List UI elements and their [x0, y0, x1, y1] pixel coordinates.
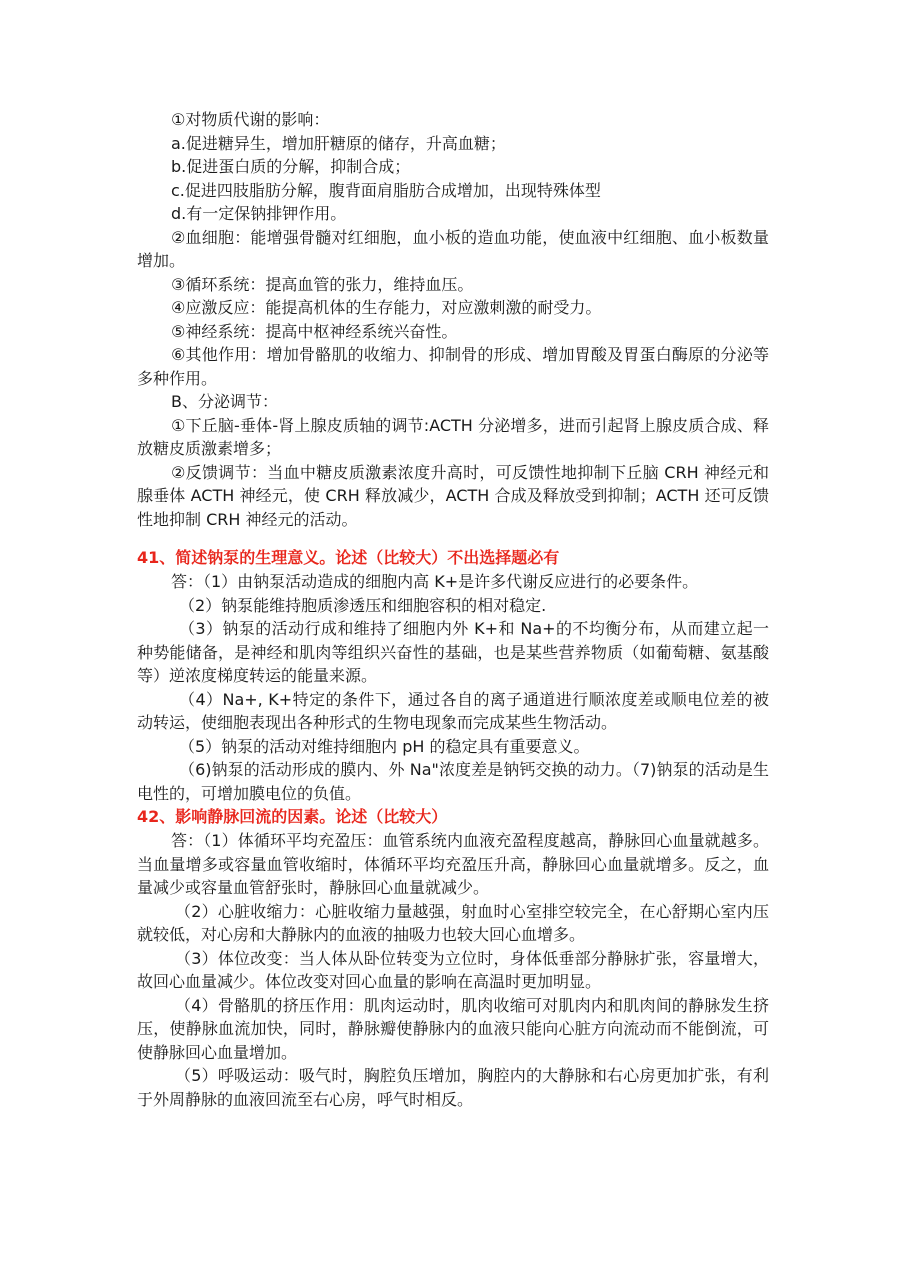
- other-effect: ⑥其他作用：增加骨骼肌的收缩力、抑制骨的形成、增加胃酸及胃蛋白酶原的分泌等多种作用。: [137, 345, 769, 388]
- question-41-heading: 41、简述钠泵的生理意义。论述（比较大）不出选择题必有: [137, 548, 560, 567]
- metabolism-item-d: d.有一定保钠排钾作用。: [171, 204, 347, 223]
- q41-answer-4: （4）Na+, K+特定的条件下，通过各自的离子通道进行顺浓度差或顺电位差的被动转运，使细胞表现出各种形式的生物电现象而完成某些生物活动。: [137, 689, 769, 732]
- stress-effect: ④应激反应：能提高机体的生存能力，对应激刺激的耐受力。: [171, 298, 602, 317]
- q42-answer-4: （4）骨骼肌的挤压作用：肌肉运动时，肌肉收缩可对肌肉内和肌肉间的静脉发生挤压，使静脉血流加快，同时，静脉瓣使静脉内的血液只能向心脏方向流动而不能倒流，可使静脉回心血量增加。: [137, 995, 769, 1062]
- metabolism-effect-title: ①对物质代谢的影响：: [171, 110, 330, 129]
- metabolism-item-c: c.促进四肢脂肪分解，腹背面肩脂肪合成增加，出现特殊体型: [171, 180, 601, 200]
- metabolism-item-b: b.促进蛋白质的分解，抑制合成；: [171, 157, 411, 176]
- hpa-axis-regulation: ①下丘脑-垂体-肾上腺皮质轴的调节:ACTH 分泌增多，进而引起肾上腺皮质合成、释放糖皮质激素增多；: [137, 415, 769, 458]
- blood-cell-effect: ②血细胞：能增强骨髓对红细胞，血小板的造血功能，使血液中红细胞、血小板数量增加。: [137, 227, 769, 270]
- document-page: [137, 108, 769, 1111]
- q41-answer-6: （6)钠泵的活动形成的膜内、外 Na"浓度差是钠钙交换的动力。（7)钠泵的活动是生电性的，可增加膜电位的负值。: [137, 760, 769, 803]
- nervous-effect: ⑤神经系统：提高中枢神经系统兴奋性。: [171, 321, 458, 341]
- feedback-regulation: ②反馈调节：当血中糖皮质激素浓度升高时，可反馈性地抑制下丘脑 CRH 神经元和腺垂体 ACTH 神经元，使 CRH 释放减少，ACTH 合成及释放受到抑制；ACTH 还可反馈性地抑制 CRH 神经元的活动。: [137, 462, 769, 529]
- q41-answer-2: （2）钠泵能维持胞质渗透压和细胞容积的相对稳定.: [179, 595, 547, 615]
- question-42-heading: 42、影响静脉回流的因素。论述（比较大）: [137, 807, 448, 826]
- spacer: [137, 531, 769, 546]
- metabolism-item-a: a.促进糖异生，增加肝糖原的储存，升高血糖；: [171, 133, 506, 153]
- circulation-effect: ③循环系统：提高血管的张力，维持血压。: [171, 274, 474, 294]
- q41-answer-5: （5）钠泵的活动对维持细胞内 pH 的稳定具有重要意义。: [179, 736, 590, 756]
- secretion-regulation-title: B、分泌调节：: [171, 392, 278, 411]
- q42-answer-1: 答：（1）体循环平均充盈压：血管系统内血液充盈程度越高，静脉回心血量就越多。当血量增多或容量血管收缩时，体循环平均充盈压升高，静脉回心血量就增多。反之，血量减少或容量血管舒张时，静脉回心血量就减少。: [137, 831, 769, 897]
- q41-answer-1: 答：（1）由钠泵活动造成的细胞内高 K+是许多代谢反应进行的必要条件。: [171, 572, 699, 591]
- q42-answer-2: （2）心脏收缩力：心脏收缩力量越强，射血时心室排空较完全，在心舒期心室内压就较低，对心房和大静脉内的血液的抽吸力也较大回心血增多。: [137, 901, 769, 944]
- q42-answer-3: （3）体位改变：当人体从卧位转变为立位时，身体低垂部分静脉扩张，容量增大，故回心血量减少。体位改变对回心血量的影响在高温时更加明显。: [137, 948, 769, 991]
- q42-answer-5: （5）呼吸运动：吸气时，胸腔负压增加，胸腔内的大静脉和右心房更加扩张，有利于外周静脉的血液回流至右心房，呼气时相反。: [137, 1066, 769, 1109]
- q41-answer-3: （3）钠泵的活动行成和维持了细胞内外 K+和 Na+的不均衡分布，从而建立起一种势能储备，是神经和肌肉等组织兴奋性的基础，也是某些营养物质（如葡萄糖、氨基酸等）逆浓度梯度转运的能量来源。: [137, 619, 769, 685]
